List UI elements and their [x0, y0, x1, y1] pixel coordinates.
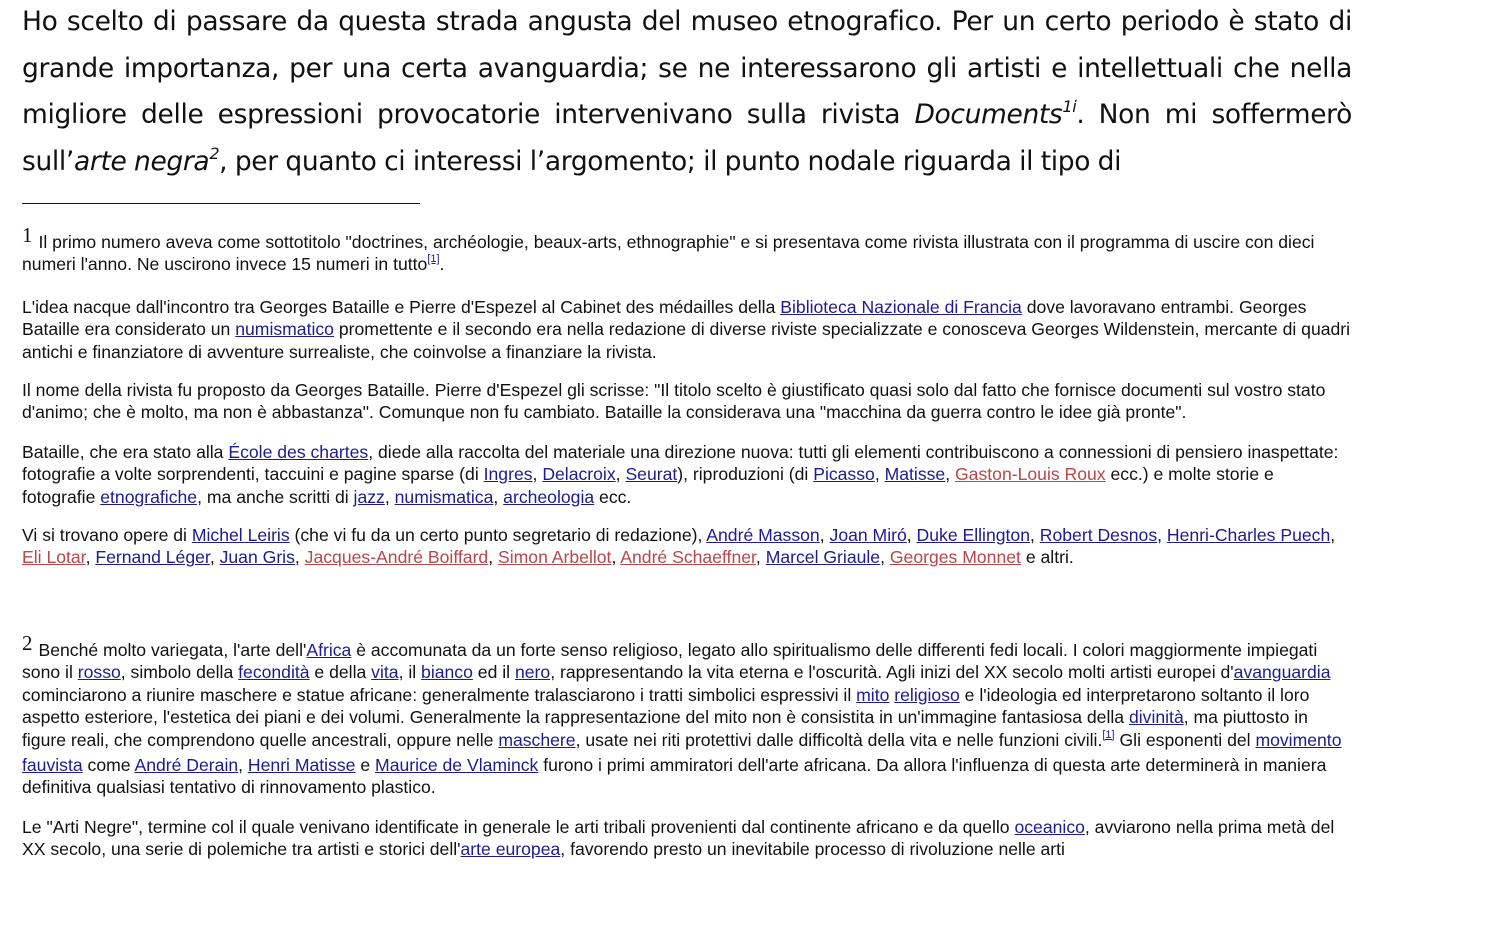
missing-link-gaston-louis-roux[interactable]: Gaston-Louis Roux — [955, 464, 1106, 485]
link-robert-desnos[interactable]: Robert Desnos — [1039, 525, 1158, 546]
footnote-2-para-1: 2 Benché molto variegata, l'arte dell'Africa è accomunata da un forte senso religioso, legato allo spiritualismo delle differenti fedi locali. I colori maggiormente impiegati sono il rosso, simbolo della fecondità e della vita, il bianco ed il nero, rappresentando la vita eterna e l'oscurità. Agli inizi del XX secolo molti artisti europei d'avanguardia cominciarono a riunire maschere e statue africane: generalmente tralasciarono i tratti simbolici espressivi il mito religioso e l'ideologia ed interpretarono soltanto il loro aspetto esteriore, l'estetica dei piani e dei volumi. Generalmente la rappresentazione del mito non è consistita in un'immagine fantasiosa della divinità, ma piuttosto in figure reali, che comprendono quelle ancestrali, oppure nelle maschere, usate nei riti protettivi dalle difficoltà della vita e nelle funzioni civili.[1] Gli esponenti del movimento fauvista come André Derain, Henri Matisse e Maurice de Vlaminck furono i primi ammiratori dell'arte africana. Da allora l'influenza di questa arte determinerà in maniera definitiva qualsiasi tentativo di rinnovamento plastico. — [22, 630, 1342, 798]
footnote-1-para-3: Il nome della rivista fu proposto da Georges Bataille. Pierre d'Espezel gli scrisse: "Il titolo scelto è giustificato quasi solo dal fatto che fornisce documenti sul vostro stato d'animo; che è molto, ma non è abbastanza". Comunque non fu cambiato. Bataille la considerava una "macchina da guerra contro le idee già pronte". — [22, 380, 1326, 423]
footnote-text: e altri. — [1020, 547, 1074, 568]
footnote-text: , favorendo presto un inevitabile processo di rivoluzione nelle arti — [560, 839, 1065, 860]
footnote-2 — [22, 630, 1352, 861]
link-religioso[interactable]: religioso — [894, 684, 960, 705]
footnote-1-para-4: Bataille, che era stato alla École des chartes, diede alla raccolta del materiale una direzione nuova: tutti gli elementi contribuiscono a connessioni di pensiero inaspettate: fotografie a volte sorprendenti, taccuini e pagine sparse (di Ingres, Delacroix, Seurat), riproduzioni (di Picasso, Matisse, Gaston-Louis Roux ecc.) e molte storie e fotografie etnografiche, ma anche scritti di jazz, numismatica, archeologia ecc. — [22, 441, 1339, 507]
link-numismatico[interactable]: numismatico — [235, 319, 334, 340]
link-vita[interactable]: vita — [371, 662, 399, 683]
footnote-text: ecc.) e molte storie e fotografie — [22, 464, 1274, 507]
footnote-text: cominciarono a riunire maschere e statue africane: generalmente tralasciarono i tratti simbolici espressivi il — [22, 684, 857, 705]
footnote-text: dove lavoravano entrambi. Georges Bataille era considerato un — [22, 296, 1307, 340]
footnote-text: . — [439, 254, 445, 275]
main-text: . Non mi soffermerò sull’ — [22, 99, 1353, 177]
link-joan-miro[interactable]: Joan Miró — [829, 525, 907, 546]
link-michel-leiris[interactable]: Michel Leiris — [191, 525, 290, 546]
link-fecondita[interactable]: fecondità — [238, 662, 310, 683]
footnote-text: Le "Arti Negre", termine col il quale venivano identificate in generale le arti tribali provenienti dal continente africano e da quello — [22, 816, 1015, 837]
footnote-2-para-2 — [22, 816, 1352, 861]
link-maurice-de-vlaminck[interactable]: Maurice de Vlaminck — [375, 754, 539, 775]
citation-link[interactable]: [1] — [427, 253, 440, 266]
link-jazz[interactable]: jazz — [353, 486, 385, 507]
main-paragraph — [22, 0, 1352, 185]
link-duke-ellington[interactable]: Duke Ellington — [916, 525, 1030, 546]
link-avanguardia[interactable]: avanguardia — [1233, 662, 1331, 683]
link-ecole-des-chartes[interactable]: École des chartes — [228, 441, 369, 462]
arte-negra-term: arte negra — [74, 145, 210, 177]
footnote-text: , usate nei riti protettivi dalle difficoltà della vita e nelle funzioni civili. — [575, 729, 1103, 750]
link-rosso[interactable]: rosso — [77, 662, 121, 683]
link-marcel-griaule[interactable]: Marcel Griaule — [765, 547, 881, 568]
footnote-1-para-5: Vi si trovano opere di Michel Leiris (che vi fu da un certo punto segretario di redazione), André Masson, Joan Miró, Duke Ellington, Robert Desnos, Henri-Charles Puech, Eli Lotar, Fernand Léger, Juan Gris, Jacques-André Boiffard, Simon Arbellot, André Schaeffner, Marcel Griaule, Georges Monnet e altri. — [22, 525, 1336, 568]
footnote-text: ), riproduzioni (di — [677, 464, 814, 485]
footnote-text: , diede alla raccolta del materiale una direzione nuova: tutti gli elementi contribuiscono a connessioni di pensiero inaspettate: fotografie a volte sorprendenti, taccuini e pagine sparse (di — [22, 441, 1339, 485]
link-nero[interactable]: nero — [514, 662, 551, 683]
footnote-text: , avviarono nella prima metà del XX secolo, una serie di polemiche tra artisti e storici dell' — [22, 816, 1335, 860]
footnote-text: come — [82, 754, 135, 775]
missing-link-andre-schaeffner[interactable]: André Schaeffner — [620, 547, 756, 568]
footnote-1 — [22, 223, 1352, 569]
footnote-text: e l'ideologia ed interpretarono soltanto il loro aspetto esteriore, l'estetica dei piani e dei volumi. Generalmente la rappresentazione del mito non è consistita in un'immagine fantasiosa della — [22, 684, 1310, 728]
link-matisse[interactable]: Matisse — [884, 464, 946, 485]
documents-title: Documents — [914, 99, 1063, 130]
footnote-text: Gli esponenti del — [1114, 729, 1256, 750]
footnote-separator — [22, 203, 420, 204]
link-movimento-fauvista[interactable]: movimento fauvista — [22, 729, 1342, 775]
link-ingres[interactable]: Ingres — [483, 464, 533, 485]
link-divinita[interactable]: divinità — [1128, 707, 1184, 728]
missing-link-eli-lotar[interactable]: Eli Lotar — [22, 547, 86, 568]
footnote-text: , ma piuttosto in figure reali, che comprendono quelle ancestrali, oppure nelle — [22, 707, 1308, 750]
link-maschere[interactable]: maschere — [498, 729, 576, 750]
footnote-ref-1[interactable]: 1i — [1062, 97, 1077, 116]
link-africa[interactable]: Africa — [306, 639, 352, 660]
link-oceanico[interactable]: oceanico — [1014, 816, 1085, 837]
footnote-text: Il primo numero aveva come sottotitolo "doctrines, archéologie, beaux-arts, ethnographie" e si presentava come rivista illustrata con il programma di uscire con dieci numeri l'anno. Ne uscirono invece 15 numeri in tutto — [22, 232, 1315, 275]
link-archeologia[interactable]: archeologia — [503, 486, 595, 507]
link-etnografiche[interactable]: etnografiche — [100, 486, 198, 507]
link-numismatica[interactable]: numismatica — [394, 486, 494, 507]
footnote-text: ed il — [472, 662, 515, 683]
link-henri-charles-puech[interactable]: Henri-Charles Puech — [1166, 525, 1331, 546]
footnote-text: promettente e il secondo era nella redazione di diverse riviste specializzate e conosceva Georges Wildenstein, mercante di quadri antichi e finanziatore di avventure surrealiste, che coinvolse a finanziare la rivista. — [22, 319, 1351, 362]
footnote-text: e — [355, 754, 376, 775]
link-mito[interactable]: mito — [856, 684, 890, 705]
link-andre-derain[interactable]: André Derain — [134, 754, 239, 775]
citation-link[interactable]: [1] — [1102, 728, 1115, 741]
footnote-ref-2[interactable]: 2 — [209, 143, 220, 163]
footnote-text: L'idea nacque dall'incontro tra Georges Bataille e Pierre d'Espezel al Cabinet des médailles della — [22, 296, 781, 317]
link-delacroix[interactable]: Delacroix — [542, 464, 616, 485]
footnote-text: Vi si trovano opere di — [22, 525, 192, 546]
main-text: Ho scelto di passare da questa strada angusta del museo etnografico. Per un certo periodo è stato di grande importanza, per una certa avanguardia; se ne interessarono gli artisti e intellettuali che nella migliore delle espressioni provocatorie intervenivano sulla rivista — [22, 6, 1352, 130]
link-biblioteca-nazionale[interactable]: Biblioteca Nazionale di Francia — [780, 296, 1022, 317]
footnote-text: , rappresentando la vita eterna e l'oscurità. Agli inizi del XX secolo molti artisti europei d' — [550, 662, 1234, 683]
link-arte-europea[interactable]: arte europea — [460, 839, 561, 860]
footnote-text: ecc. — [594, 486, 632, 507]
link-fernand-leger[interactable]: Fernand Léger — [95, 547, 210, 568]
footnote-1-para-2 — [22, 296, 1352, 363]
link-andre-masson[interactable]: André Masson — [706, 525, 820, 546]
footnote-text: è accomunata da un forte senso religioso, legato allo spiritualismo delle differenti fedi locali. I colori maggiormente impiegati sono il — [22, 639, 1318, 683]
main-text: , per quanto ci interessi l’argomento; il punto nodale riguarda il tipo di — [219, 145, 1122, 177]
document-page — [22, 0, 1352, 861]
footnote-number: 2 — [22, 630, 33, 655]
footnote-text: , ma anche scritti di — [197, 486, 354, 507]
link-seurat[interactable]: Seurat — [625, 464, 678, 485]
footnote-text: Bataille, che era stato alla — [22, 441, 229, 462]
missing-link-boiffard[interactable]: Jacques-André Boiffard — [304, 547, 489, 568]
footnote-1-para-1 — [22, 223, 1352, 279]
footnote-text: (che vi fu da un certo punto segretario di redazione), — [289, 525, 707, 546]
link-bianco[interactable]: bianco — [421, 662, 473, 683]
footnote-text: furono i primi ammiratori dell'arte africana. Da allora l'influenza di questa arte determinerà in maniera definitiva qualsiasi tentativo di rinnovamento plastico. — [22, 754, 1327, 798]
footnote-text: , simbolo della — [120, 662, 239, 683]
link-juan-gris[interactable]: Juan Gris — [219, 547, 295, 568]
footnote-text: Benché molto variegata, l'arte dell' — [38, 639, 307, 660]
footnote-text: e della — [309, 662, 372, 683]
footnote-text: , il — [398, 662, 422, 683]
missing-link-simon-arbellot[interactable]: Simon Arbellot — [498, 547, 612, 568]
link-henri-matisse[interactable]: Henri Matisse — [247, 754, 356, 775]
missing-link-georges-monnet[interactable]: Georges Monnet — [889, 547, 1021, 568]
link-picasso[interactable]: Picasso — [813, 464, 875, 485]
footnote-number: 1 — [22, 223, 33, 247]
